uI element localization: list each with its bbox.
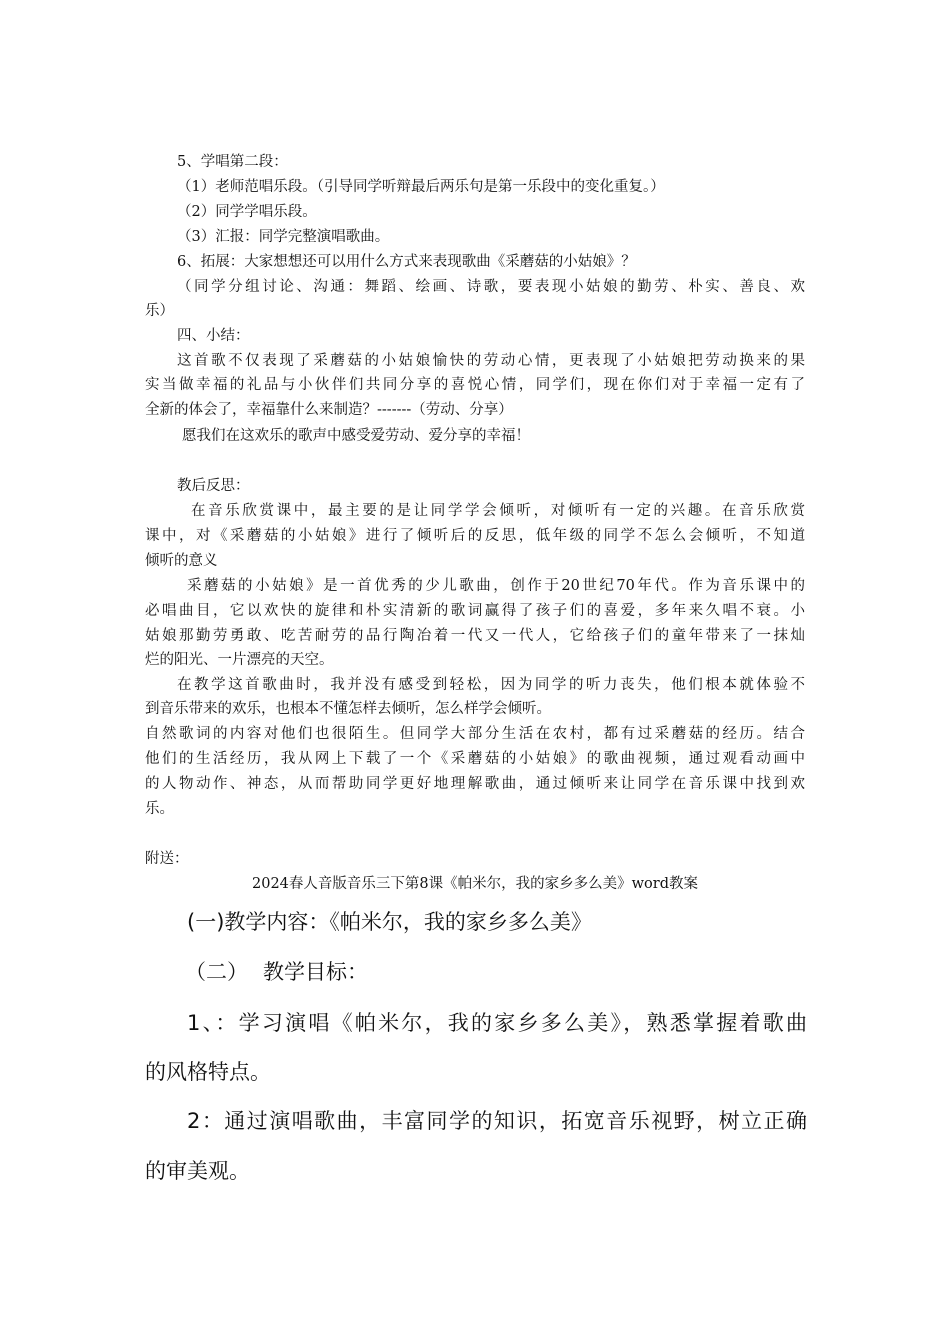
goal2-line1: 2：通过演唱歌曲，丰富同学的知识，拓宽音乐视野，树立正确 [187, 1109, 807, 1133]
summary-line2: 实当做幸福的礼品与小伙伴们共同分享的喜悦心情，同学们，现在你们对于幸福一定有了 [145, 377, 805, 393]
summary-line3: 全新的体会了，幸福靠什么来制造？-------（劳动、分享） [145, 402, 513, 418]
reflection-p2-line2: 必唱曲目，它以欢快的旋律和朴实清新的歌词赢得了孩子们的喜爱，多年来久唱不衰。小 [145, 603, 805, 619]
step5-item-1: （1）老师范唱乐段。（引导同学听辩最后两乐句是第一乐段中的变化重复。） [177, 179, 665, 195]
step6-note-line2: 乐） [145, 303, 174, 319]
step5-item-3: （3）汇报：同学完整演唱歌曲。 [177, 229, 390, 245]
reflection-p3-line1: 在教学这首歌曲时，我并没有感受到轻松，因为同学的听力丧失，他们根本就体验不 [177, 677, 805, 693]
reflection-p1-line1: 在音乐欣赏课中，最主要的是让同学学会倾听，对倾听有一定的兴趣。在音乐欣赏 [191, 503, 805, 519]
summary-heading: 四、小结： [177, 328, 250, 344]
reflection-heading: 教后反思： [177, 478, 250, 494]
section2-number: （二） [185, 960, 248, 984]
reflection-p2-line3: 姑娘那勤劳勇敢、吃苦耐劳的品行陶冶着一代又一代人，它给孩子们的童年带来了一抹灿 [145, 628, 805, 644]
step6: 6、拓展：大家想想还可以用什么方式来表现歌曲《采蘑菇的小姑娘》？ [177, 254, 636, 270]
wish-line: 愿我们在这欢乐的歌声中感受爱劳动、爱分享的幸福！ [182, 428, 530, 444]
reflection-p1-line3: 倾听的意义 [145, 553, 218, 569]
goal1-line2: 的风格特点。 [145, 1060, 271, 1084]
reflection-p4-line2: 他们的生活经历，我从网上下载了一个《采蘑菇的小姑娘》的歌曲视频，通过观看动画中 [145, 751, 805, 767]
section1-heading: (一)教学内容：《帕米尔，我的家乡多么美》 [187, 910, 592, 934]
step6-note-line1: （同学分组讨论、沟通：舞蹈、绘画、诗歌，要表现小姑娘的勤劳、朴实、善良、欢 [177, 279, 805, 295]
goal1-line1: 1、：学习演唱《帕米尔，我的家乡多么美》，熟悉掌握着歌曲 [187, 1011, 807, 1035]
step5-item-2: （2）同学学唱乐段。 [177, 204, 317, 220]
reflection-p4-line3: 的人物动作、神态，从而帮助同学更好地理解歌曲，通过倾听来让同学在音乐课中找到欢 [145, 776, 805, 792]
appendix-label: 附送： [145, 851, 189, 867]
reflection-p2-line1: 采蘑菇的小姑娘》是一首优秀的少儿歌曲，创作于20世纪70年代。作为音乐课中的 [187, 578, 805, 594]
reflection-p2-line4: 烂的阳光、一片漂亮的天空。 [145, 652, 334, 668]
reflection-p4-line1: 自然歌词的内容对他们也很陌生。但同学大部分生活在农村，都有过采蘑菇的经历。结合 [145, 726, 805, 742]
appendix-title: 2024春人音版音乐三下第8课《帕米尔，我的家乡多么美》word教案 [252, 876, 698, 892]
summary-line1: 这首歌不仅表现了采蘑菇的小姑娘愉快的劳动心情，更表现了小姑娘把劳动换来的果 [177, 353, 805, 369]
goal2-line2: 的审美观。 [145, 1159, 250, 1183]
reflection-p1-line2: 课中，对《采蘑菇的小姑娘》进行了倾听后的反思，低年级的同学不怎么会倾听，不知道 [145, 528, 805, 544]
reflection-p3-line2: 到音乐带来的欢乐，也根本不懂怎样去倾听，怎么样学会倾听。 [145, 701, 551, 717]
reflection-p4-line4: 乐。 [145, 801, 174, 817]
step5-title: 5、学唱第二段： [177, 154, 288, 170]
section2-heading: 教学目标： [263, 960, 368, 984]
